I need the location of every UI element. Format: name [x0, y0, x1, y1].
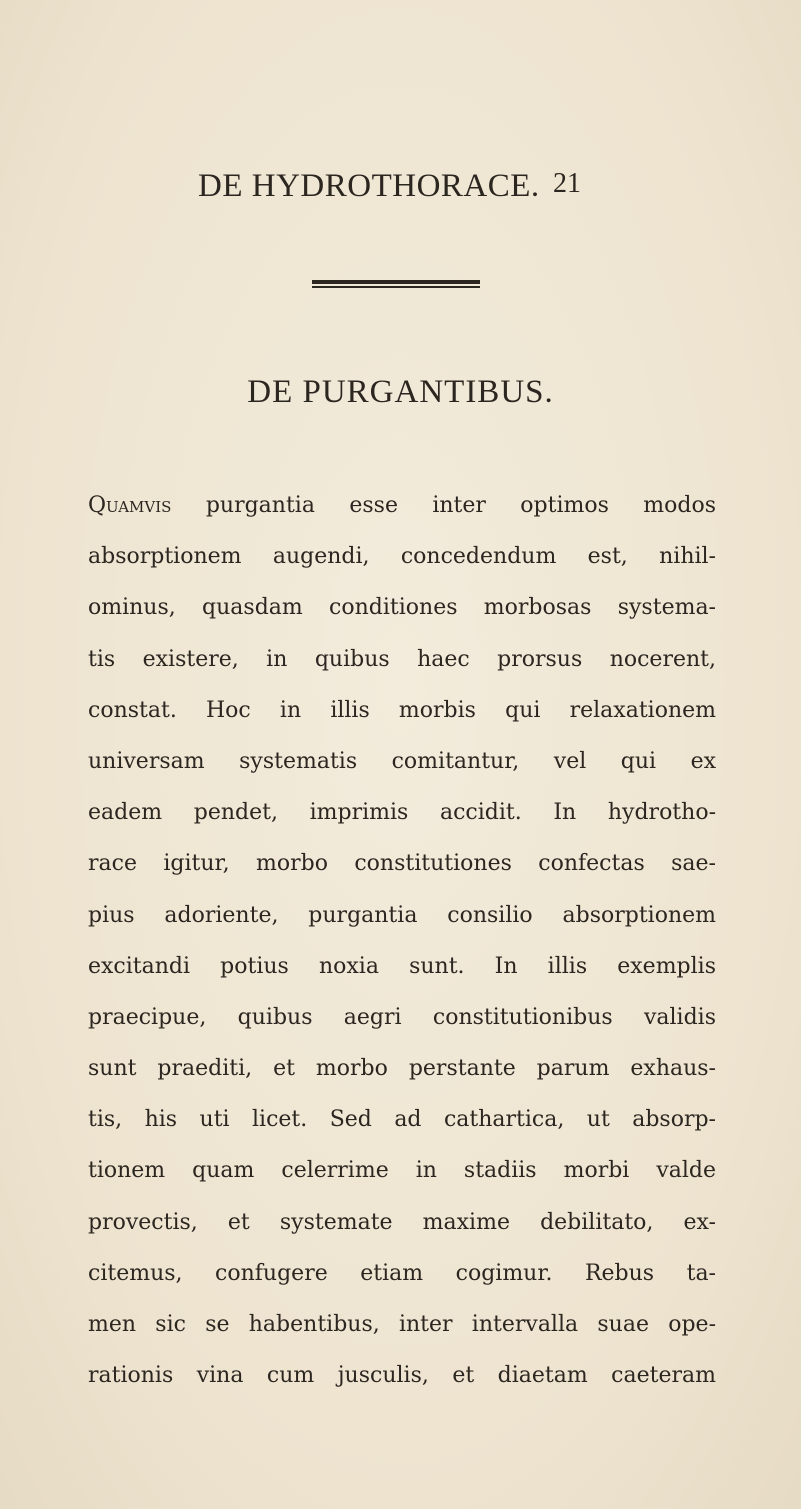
text-line: [88, 486, 716, 537]
text-line: absorptionem augendi, concedendum est, nihil-: [88, 544, 716, 570]
text-line: race igitur, morbo constitutiones confectas sae-: [88, 851, 716, 877]
text-line-rest: purgantia esse inter optimos modos: [171, 493, 716, 518]
text-line: excitandi potius noxia sunt. In illis exemplis: [88, 953, 716, 979]
running-head: [0, 168, 801, 208]
text-line: tionem quam celerrime in stadiis morbi valde: [88, 1158, 716, 1184]
divider-thick-line: [312, 280, 480, 284]
page-number: 21: [553, 168, 581, 199]
text-line: praecipue, quibus aegri constitutionibus validis: [88, 1004, 716, 1030]
running-title: DE HYDROTHORACE.: [198, 168, 540, 204]
text-line: pius adoriente, purgantia consilio absorptionem: [88, 902, 716, 928]
text-line: universam systematis comitantur, vel qui ex: [88, 748, 716, 774]
divider-thin-line: [312, 286, 480, 288]
text-line: constat. Hoc in illis morbis qui relaxationem: [88, 697, 716, 723]
text-line: eadem pendet, imprimis accidit. In hydrotho-: [88, 800, 716, 826]
drop-word: Quamvis: [88, 493, 172, 518]
text-line: sunt praediti, et morbo perstante parum exhaus-: [88, 1056, 716, 1082]
text-line: men sic se habentibus, inter intervalla suae ope-: [88, 1312, 716, 1337]
section-divider-rule: [312, 280, 480, 289]
text-line: citemus, confugere etiam cogimur. Rebus ta-: [88, 1260, 716, 1286]
text-line: ominus, quasdam conditiones morbosas systema-: [88, 595, 716, 621]
section-title: DE PURGANTIBUS.: [247, 374, 554, 410]
body-paragraph: [88, 486, 716, 1407]
text-line: rationis vina cum jusculis, et diaetam caeteram: [88, 1363, 716, 1389]
text-line: tis, his uti licet. Sed ad cathartica, ut absorp-: [88, 1107, 716, 1133]
text-line: tis existere, in quibus haec prorsus nocerent,: [88, 646, 716, 672]
text-line: provectis, et systemate maxime debilitato, ex-: [88, 1209, 716, 1235]
